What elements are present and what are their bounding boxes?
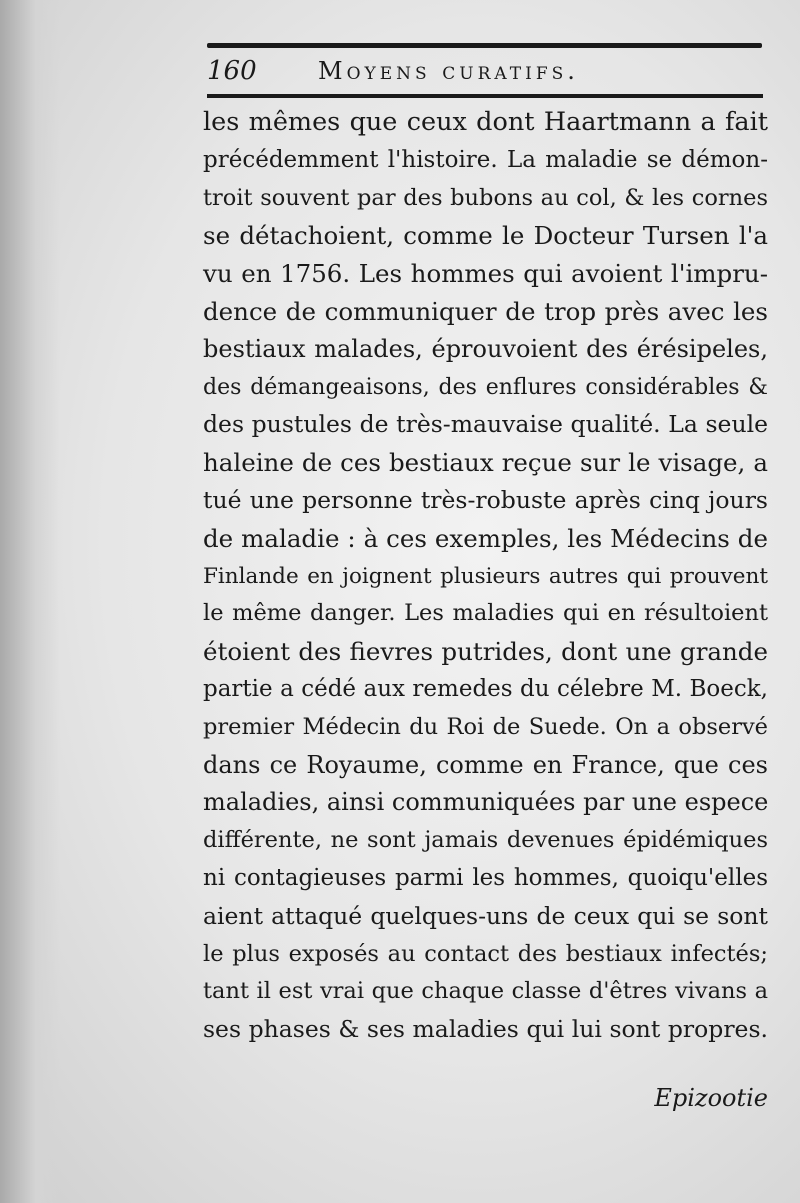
text-line: les mêmes que ceux dont Haartmann a fait xyxy=(203,107,768,137)
body-text xyxy=(203,104,768,1049)
text-line: des démangeaisons, des enflures considérables & xyxy=(203,374,768,400)
page-gutter-shadow xyxy=(0,0,60,1203)
catchword: Epizootie xyxy=(654,1084,768,1112)
text-line: le plus exposés au contact des bestiaux infectés; xyxy=(203,940,768,967)
text-line: maladies, ainsi communiquées par une espece xyxy=(203,788,769,817)
text-line: troit souvent par des bubons au col, & les cornes xyxy=(203,184,768,211)
text-line: premier Médecin du Roi de Suede. On a observé xyxy=(203,713,768,740)
text-line: haleine de ces bestiaux reçue sur le visage, a xyxy=(203,448,768,478)
text-line: bestiaux malades, éprouvoient des érésipeles, xyxy=(203,334,768,363)
running-head: Moyens curatifs. xyxy=(318,57,579,85)
text-line: ses phases & ses maladies qui lui sont propres. xyxy=(203,1015,768,1044)
text-line: dence de communiquer de trop près avec les xyxy=(203,296,768,326)
text-line: précédemment l'histoire. La maladie se démon- xyxy=(203,146,768,173)
text-line: se détachoient, comme le Docteur Tursen l'a xyxy=(203,221,768,251)
header-rule-top xyxy=(207,43,762,48)
text-line: le même danger. Les maladies qui en résultoient xyxy=(203,600,768,627)
text-line: tué une personne très-robuste après cinq jours xyxy=(203,485,768,514)
header-rule-bottom xyxy=(207,94,763,98)
text-line: Finlande en joignent plusieurs autres qui prouvent xyxy=(203,563,768,589)
page-number: 160 xyxy=(207,56,257,86)
text-line: étoient des fievres putrides, dont une grande xyxy=(203,637,768,667)
text-line: des pustules de très-mauvaise qualité. La seule xyxy=(203,410,768,439)
text-line: aient attaqué quelques-uns de ceux qui se sont xyxy=(203,901,768,930)
text-line: tant il est vrai que chaque classe d'êtres vivans a xyxy=(203,978,768,1005)
text-line: vu en 1756. Les hommes qui avoient l'impru- xyxy=(203,259,768,289)
text-line: de maladie : à ces exemples, les Médecins de xyxy=(203,523,768,553)
text-line: ni contagieuses parmi les hommes, quoiqu'elles xyxy=(203,864,768,891)
text-line: partie a cédé aux remedes du célebre M. Boeck, xyxy=(203,675,768,702)
text-line: différente, ne sont jamais devenues épidémiques xyxy=(203,827,768,854)
text-line: dans ce Royaume, comme en France, que ces xyxy=(203,750,768,779)
